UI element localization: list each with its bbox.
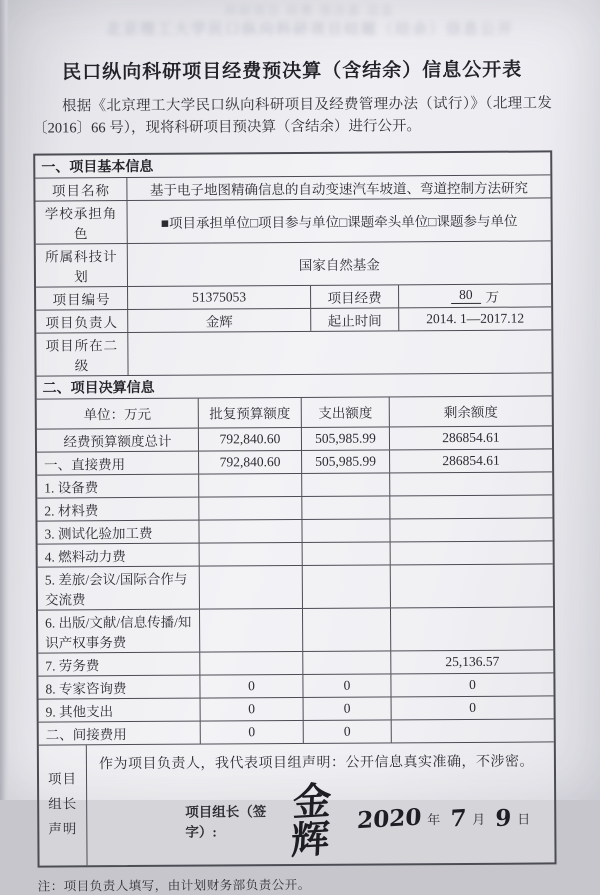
budget-remaining: 0 bbox=[469, 676, 476, 692]
budget-item-name: 8. 专家咨询费 bbox=[38, 676, 200, 699]
signature-label: 项目组长（签字）: bbox=[185, 804, 267, 840]
page-title: 民口纵向科研项目经费预决算（含结余）信息公开表 bbox=[62, 59, 523, 84]
budget-approved: 792,840.60 bbox=[199, 451, 302, 474]
budget-item-name: 6. 出版/文献/信息传播/知识产权事务费 bbox=[38, 610, 200, 653]
form-table bbox=[33, 150, 556, 867]
budget-spent: 505,985.99 bbox=[302, 427, 390, 450]
budget-spent bbox=[303, 542, 391, 565]
table-row-secondary-unit bbox=[36, 330, 551, 376]
footnote: 注：项目负责人填写，由计划财务部负责公开。 bbox=[37, 877, 311, 894]
document-page bbox=[32, 0, 556, 895]
field-value: 金辉 bbox=[128, 309, 311, 332]
field-value-checkboxes: ■项目承担单位□项目参与单位□课题牵头单位□课题参与单位 bbox=[160, 213, 518, 231]
budget-approved bbox=[200, 609, 303, 652]
budget-remaining bbox=[391, 564, 553, 607]
table-row-project-leader bbox=[36, 307, 551, 333]
column-header-spent: 支出额度 bbox=[302, 397, 390, 427]
budget-row-other-expenses bbox=[39, 696, 554, 722]
field-label: 项目经费 bbox=[311, 285, 399, 308]
budget-item-name: 1. 设备费 bbox=[37, 475, 199, 498]
budget-spent bbox=[303, 565, 391, 608]
budget-remaining bbox=[392, 719, 554, 742]
budget-row-testing bbox=[37, 518, 552, 544]
budget-item-name: 2. 材料费 bbox=[37, 498, 199, 521]
budget-row-total bbox=[37, 426, 552, 452]
budget-item-name: 4. 燃料动力费 bbox=[38, 544, 200, 567]
budget-approved bbox=[199, 520, 302, 543]
date-day-handwritten: 9 bbox=[494, 804, 512, 833]
field-value: 国家自然基金 bbox=[298, 257, 380, 273]
budget-row-labor bbox=[38, 650, 553, 676]
budget-row-equipment bbox=[37, 472, 552, 498]
date-day-unit: 日 bbox=[517, 812, 531, 828]
budget-approved bbox=[200, 566, 303, 609]
budget-approved: 792,840.60 bbox=[199, 428, 302, 451]
budget-spent bbox=[303, 608, 391, 651]
budget-remaining bbox=[390, 472, 552, 495]
budget-row-direct-costs bbox=[37, 449, 552, 475]
field-value: 51375053 bbox=[128, 286, 311, 309]
budget-approved bbox=[200, 652, 303, 675]
declaration-label-line: 项目 bbox=[47, 771, 78, 787]
column-header-approved: 批复预算额度 bbox=[199, 398, 302, 428]
budget-remaining: 286854.61 bbox=[442, 452, 500, 469]
declaration-section bbox=[39, 742, 555, 865]
budget-item-name: 7. 劳务费 bbox=[38, 653, 200, 676]
budget-item-name: 二、间接费用 bbox=[39, 722, 201, 745]
budget-spent bbox=[302, 496, 390, 519]
intro-paragraph: 根据《北京理工大学民口纵向科研项目及经费管理办法（试行）》（北理工发〔2016〕66 号），现将科研项目预决算（含结余）进行公开。 bbox=[33, 95, 552, 138]
funding-amount: 80 bbox=[451, 287, 481, 304]
signature-row bbox=[99, 777, 544, 863]
field-value: 基于电子地图精确信息的自动变速汽车坡道、弯道控制方法研究 bbox=[149, 180, 528, 198]
budget-remaining: 25,136.57 bbox=[445, 653, 500, 670]
date-group bbox=[357, 805, 544, 833]
field-label: 所属科技计划 bbox=[36, 244, 128, 287]
budget-row-publication-ip bbox=[38, 607, 553, 653]
budget-approved: 0 bbox=[200, 675, 303, 698]
budget-row-fuel-power bbox=[38, 541, 553, 567]
budget-item-name: 经费预算额度总计 bbox=[37, 429, 199, 452]
budget-approved: 0 bbox=[201, 721, 304, 744]
declaration-label bbox=[39, 745, 88, 865]
budget-row-travel-conference bbox=[38, 564, 553, 610]
field-label: 项目编号 bbox=[36, 287, 128, 310]
budget-remaining: 0 bbox=[469, 699, 477, 715]
budget-row-materials bbox=[37, 495, 552, 521]
budget-approved: 0 bbox=[201, 698, 304, 721]
budget-spent: 0 bbox=[304, 720, 392, 743]
funding-unit: 万 bbox=[485, 289, 500, 305]
budget-spent: 505,985.99 bbox=[302, 450, 390, 473]
budget-approved bbox=[199, 474, 302, 497]
budget-item-name: 一、直接费用 bbox=[37, 452, 199, 475]
table-row-school-role bbox=[35, 198, 550, 244]
budget-spent: 0 bbox=[304, 697, 392, 720]
field-label: 起止时间 bbox=[311, 308, 399, 331]
field-value-duration: 2014. 1—2017.12 bbox=[426, 310, 525, 327]
declaration-label-line: 声明 bbox=[48, 821, 78, 837]
budget-column-header-row bbox=[37, 396, 552, 429]
budget-remaining: 286854.61 bbox=[442, 429, 500, 446]
budget-spent bbox=[302, 473, 390, 496]
budget-item-name: 5. 差旅/会议/国际合作与交流费 bbox=[38, 567, 200, 610]
budget-approved bbox=[200, 543, 303, 566]
field-label: 项目所在二级 bbox=[36, 333, 128, 376]
budget-row-expert-consulting bbox=[38, 673, 553, 699]
date-year-handwritten: 2020 bbox=[356, 804, 422, 835]
budget-item-name: 9. 其他支出 bbox=[39, 699, 201, 722]
declaration-label-line: 组长 bbox=[48, 796, 78, 812]
budget-remaining bbox=[391, 541, 553, 564]
date-year-unit: 年 bbox=[427, 812, 441, 828]
budget-spent bbox=[303, 651, 391, 674]
budget-remaining bbox=[390, 495, 552, 518]
table-row-program bbox=[36, 241, 551, 287]
declaration-body bbox=[87, 742, 555, 865]
date-month-unit: 月 bbox=[472, 812, 486, 828]
budget-spent: 0 bbox=[303, 674, 391, 697]
signature-handwritten: 金辉 bbox=[289, 777, 332, 863]
declaration-statement: 作为项目负责人，我代表项目组声明：公开信息真实准确，不涉密。 bbox=[98, 754, 534, 773]
field-label: 学校承担角色 bbox=[35, 201, 127, 244]
field-label: 项目名称 bbox=[35, 178, 127, 201]
table-row-project-name bbox=[35, 175, 550, 201]
budget-remaining bbox=[390, 518, 552, 541]
bleed-through-text-faint: 科研项目 经费 预决算 信息 bbox=[224, 4, 395, 18]
column-header-remaining: 剩余额度 bbox=[443, 405, 498, 421]
column-header-unit: 单位：万元 bbox=[37, 399, 199, 429]
table-row-project-number bbox=[36, 284, 551, 310]
date-month-handwritten: 7 bbox=[449, 804, 467, 833]
field-value-empty bbox=[128, 330, 551, 375]
bleed-through-text: 北京理工大学民口纵向科研项目结题（结余）信息公开 bbox=[105, 21, 514, 38]
section-basic-info-header: 一、项目基本信息 bbox=[35, 152, 550, 178]
budget-row-indirect-costs bbox=[39, 719, 554, 745]
budget-spent bbox=[302, 519, 390, 542]
field-label: 项目负责人 bbox=[36, 310, 128, 333]
budget-item-name: 3. 测试化验加工费 bbox=[37, 521, 199, 544]
field-value-funding bbox=[399, 284, 551, 307]
section-budget-info-header: 二、项目决算信息 bbox=[37, 373, 552, 399]
budget-approved bbox=[199, 497, 302, 520]
budget-remaining bbox=[391, 607, 553, 650]
